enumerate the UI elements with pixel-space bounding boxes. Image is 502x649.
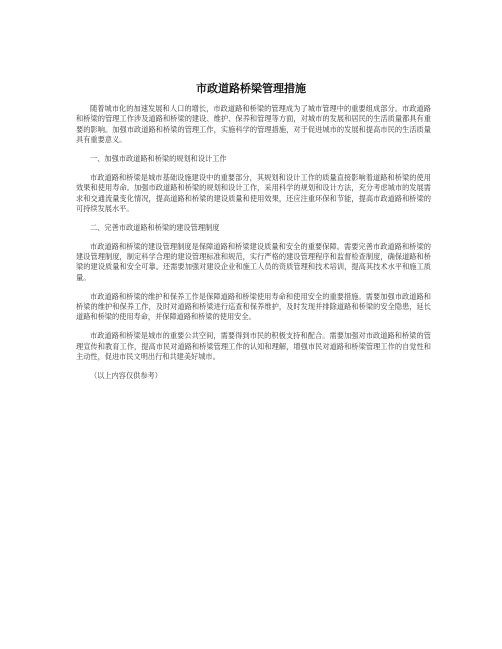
section-2-paragraph-3: 市政道路和桥梁是城市的重要公共空间，需要得到市民的积极支持和配合。需要加强对市政道路和桥梁的管理宣传和教育工作，提高市民对道路和桥梁管理工作的认知和理解，增强市民对道路和桥梁管理工作的自觉性和主动性，促进市民文明出行和共建美好城市。 bbox=[76, 331, 431, 362]
reference-note: （以上内容仅供参考） bbox=[90, 370, 162, 380]
section-1-heading: 一、加强市政道路和桥梁的规划和设计工作 bbox=[90, 154, 227, 164]
section-1-paragraph: 市政道路和桥梁是城市基础设施建设中的重要部分，其规划和设计工作的质量直接影响着道路和桥梁的使用效果和使用寿命。加强市政道路和桥梁的规划和设计工作，采用科学的规划和设计方法，充分考虑城市的发展需求和交通流量变化情况，提高道路和桥梁的建设质量和使用效果，还应注重环保和节能，提高市政道路和桥梁的可持续发展水平。 bbox=[76, 172, 431, 214]
document-title: 市政道路桥梁管理措施 bbox=[196, 82, 306, 95]
section-2-paragraph-2: 市政道路和桥梁的维护和保养工作是保障道路和桥梁使用寿命和使用安全的重要措施。需要加强市政道路和桥梁的维护和保养工作，及时对道路和桥梁进行巡查和保养维护，及时发现并排除道路和桥梁的安全隐患，延长道路和桥梁的使用寿命，并保障道路和桥梁的使用安全。 bbox=[76, 291, 431, 322]
section-2-heading: 二、完善市政道路和桥梁的建设管理制度 bbox=[90, 222, 220, 232]
section-2-paragraph-1: 市政道路和桥梁的建设管理制度是保障道路和桥梁建设质量和安全的重要保障。需要完善市政道路和桥梁的建设管理制度，制定科学合理的建设管理标准和规范，实行严格的建设管理程序和监督检查制度，确保道路和桥梁的建设质量和安全可靠。还需要加强对建设企业和施工人员的资质管理和技术培训，提高其技术水平和施工质量。 bbox=[76, 241, 431, 282]
document-body bbox=[76, 104, 431, 381]
intro-paragraph: 随着城市化的加速发展和人口的增长，市政道路和桥梁的管理成为了城市管理中的重要组成部分。市政道路和桥梁的管理工作涉及道路和桥梁的建设、维护、保养和管理等方面，对城市的发展和居民的生活质量都具有重要的影响。加强市政道路和桥梁的管理工作，实施科学的管理措施，对于促进城市的发展和提高市民的生活质量具有重要意义。 bbox=[76, 104, 431, 145]
